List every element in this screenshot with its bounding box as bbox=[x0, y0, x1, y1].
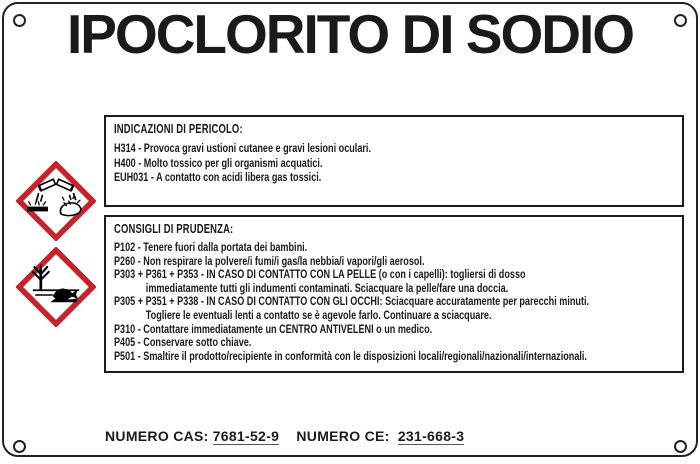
mounting-hole-bottom-left bbox=[13, 440, 26, 453]
precaution-line-p405: P405 - Conservare sotto chiave. bbox=[114, 335, 252, 350]
hazard-statements-box bbox=[104, 115, 684, 207]
precaution-line-p260: P260 - Non respirare la polvere/i fumi/i gas/la nebbia/i vapori/gli aerosol. bbox=[114, 253, 425, 268]
mounting-hole-bottom-right bbox=[674, 440, 687, 453]
precaution-line-p102: P102 - Tenere fuori dalla portata dei bambini. bbox=[114, 240, 308, 254]
hazard-line-h400: H400 - Molto tossico per gli organismi acquatici. bbox=[114, 155, 323, 170]
cas-number-label: NUMERO CAS: bbox=[105, 428, 209, 444]
precautionary-statements-box bbox=[104, 215, 684, 373]
precaution-line-p303-cont: immediatamente tutti gli indumenti contaminati. Sciacquare la pelle/fare una doccia. bbox=[145, 280, 509, 295]
precaution-line-p310: P310 - Contattare immediatamente un CENTRO ANTIVELENI o un medico. bbox=[114, 321, 433, 336]
ce-number-value: 231-668-3 bbox=[397, 428, 465, 444]
ghs09-environment-icon bbox=[16, 247, 96, 327]
identifier-line bbox=[105, 428, 464, 444]
precaution-line-p305: P305 + P351 + P338 - IN CASO DI CONTATTO CON GLI OCCHI: Sciacquare accuratamente per parecchi minuti. bbox=[114, 294, 590, 309]
ghs05-corrosive-icon bbox=[16, 161, 96, 241]
sign-title: IPOCLORITO DI SODIO bbox=[66, 3, 634, 65]
precaution-line-p303: P303 + P361 + P353 - IN CASO DI CONTATTO CON LA PELLE (o con i capelli): togliersi di dosso bbox=[114, 267, 526, 282]
precaution-box-title: CONSIGLI DI PRUDENZA: bbox=[114, 222, 234, 236]
cas-number-value: 7681-52-9 bbox=[212, 428, 280, 444]
precaution-line-p305-cont: Togliere le eventuali lenti a contatto se è agevole farlo. Continuare a sciacquare. bbox=[145, 307, 492, 322]
ce-number-label: NUMERO CE: bbox=[296, 428, 390, 444]
hazard-line-euh031: EUH031 - A contatto con acidi libera gas tossici. bbox=[114, 170, 322, 185]
hazard-line-h314: H314 - Provoca gravi ustioni cutanee e gravi lesioni oculari. bbox=[114, 141, 371, 155]
hazard-box-title: INDICAZIONI DI PERICOLO: bbox=[114, 122, 243, 136]
precaution-line-p501: P501 - Smaltire il prodotto/recipiente in conformità con le disposizioni locali/regionali/nazionali/internazionali. bbox=[114, 348, 587, 363]
